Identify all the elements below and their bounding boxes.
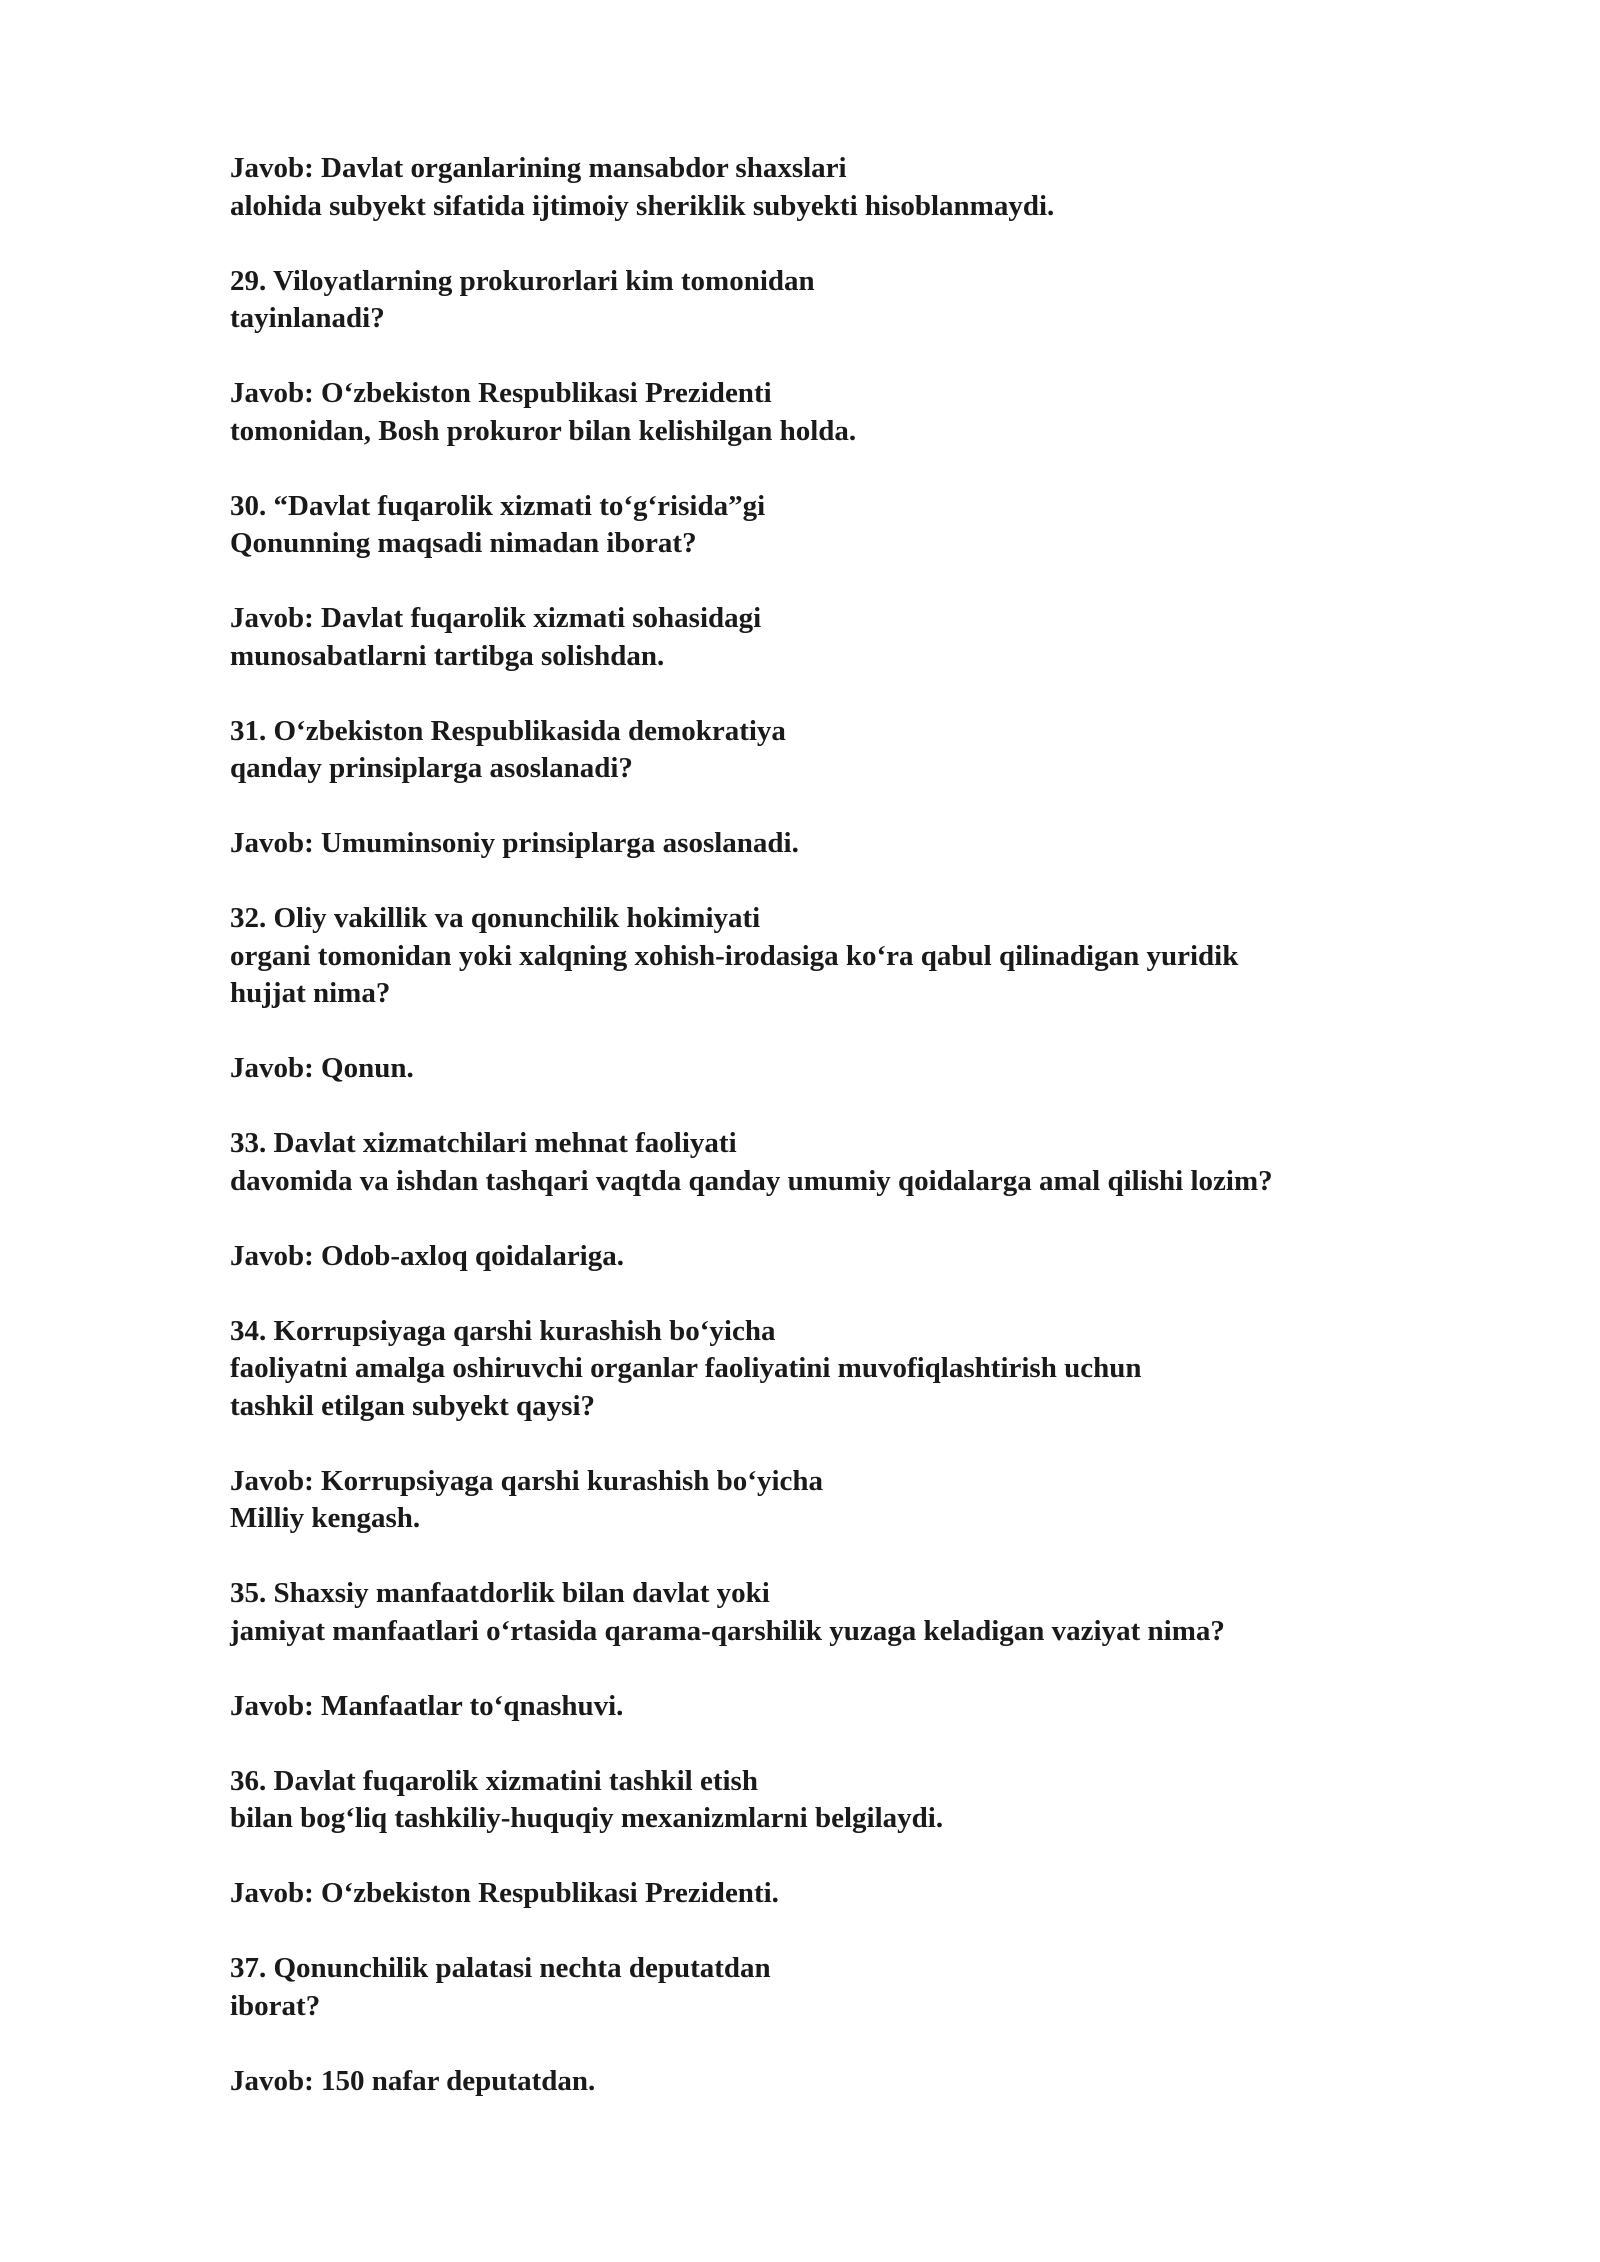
question-line: Qonunning maqsadi nimadan iborat? [230, 527, 697, 559]
question-line: bilan bog‘liq tashkiliy-huquqiy mexanizmlarni belgilaydi. [230, 1802, 944, 1834]
question-line: tayinlanadi? [230, 302, 385, 334]
question-line: jamiyat manfaatlari o‘rtasida qarama-qarshilik yuzaga keladigan vaziyat nima? [230, 1614, 1225, 1647]
question-block [230, 488, 1490, 563]
answer-line: Milliy kengash. [230, 1502, 421, 1534]
answer-block [230, 2063, 1490, 2101]
answer-line: Javob: Davlat fuqarolik xizmati sohasidagi [230, 602, 762, 634]
question-line: 35. Shaxsiy manfaatdorlik bilan davlat yoki [230, 1577, 770, 1609]
question-line: 30. “Davlat fuqarolik xizmati to‘g‘risida”gi [230, 489, 766, 522]
answer-block [230, 1463, 1490, 1538]
answer-block [230, 600, 1490, 675]
question-block [230, 1575, 1490, 1650]
answer-block [230, 1875, 1490, 1913]
answer-line: Javob: O‘zbekiston Respublikasi Prezidenti. [230, 1877, 779, 1909]
question-line: faoliyatni amalga oshiruvchi organlar faoliyatini muvofiqlashtirish uchun [230, 1352, 1142, 1384]
question-block [230, 263, 1490, 338]
question-block [230, 1125, 1490, 1200]
question-line: 36. Davlat fuqarolik xizmatini tashkil etish [230, 1764, 758, 1797]
answer-line: Javob: 150 nafar deputatdan. [230, 2064, 596, 2097]
answer-line: Javob: Korrupsiyaga qarshi kurashish bo‘yicha [230, 1464, 824, 1497]
question-line: tashkil etilgan subyekt qaysi? [230, 1389, 596, 1422]
answer-block [230, 1688, 1490, 1726]
answer-block [230, 150, 1490, 225]
question-block [230, 1763, 1490, 1838]
document-page [230, 150, 1490, 2138]
answer-line: Javob: Manfaatlar to‘qnashuvi. [230, 1689, 624, 1722]
question-block [230, 900, 1490, 1013]
question-block [230, 1313, 1490, 1426]
question-line: davomida va ishdan tashqari vaqtda qanday umumiy qoidalarga amal qilishi lozim? [230, 1164, 1273, 1197]
answer-line: munosabatlarni tartibga solishdan. [230, 639, 665, 672]
question-line: qanday prinsiplarga asoslanadi? [230, 752, 633, 784]
question-line: iborat? [230, 1989, 321, 2022]
answer-line: Javob: O‘zbekiston Respublikasi Prezidenti [230, 377, 772, 409]
question-line: organi tomonidan yoki xalqning xohish-irodasiga ko‘ra qabul qilinadigan yuridik [230, 939, 1239, 972]
question-block [230, 1950, 1490, 2025]
answer-block [230, 1050, 1490, 1088]
question-line: 31. O‘zbekiston Respublikasida demokratiya [230, 714, 786, 747]
answer-line: Javob: Umuminsoniy prinsiplarga asoslanadi. [230, 827, 799, 859]
answer-block [230, 375, 1490, 450]
question-line: hujjat nima? [230, 977, 391, 1009]
question-line: 34. Korrupsiyaga qarshi kurashish bo‘yicha [230, 1314, 776, 1347]
answer-line: alohida subyekt sifatida ijtimoiy sheriklik subyekti hisoblanmaydi. [230, 189, 1055, 222]
question-line: 29. Viloyatlarning prokurorlari kim tomonidan [230, 264, 815, 297]
question-block [230, 713, 1490, 788]
question-line: 37. Qonunchilik palatasi nechta deputatdan [230, 1952, 771, 1984]
question-line: 33. Davlat xizmatchilari mehnat faoliyati [230, 1127, 737, 1159]
answer-line: Javob: Qonun. [230, 1052, 414, 1084]
answer-block [230, 1238, 1490, 1276]
answer-block [230, 825, 1490, 863]
answer-line: Javob: Davlat organlarining mansabdor shaxslari [230, 152, 847, 184]
answer-line: Javob: Odob-axloq qoidalariga. [230, 1239, 624, 1272]
answer-line: tomonidan, Bosh prokuror bilan kelishilgan holda. [230, 414, 857, 447]
question-line: 32. Oliy vakillik va qonunchilik hokimiyati [230, 902, 761, 934]
